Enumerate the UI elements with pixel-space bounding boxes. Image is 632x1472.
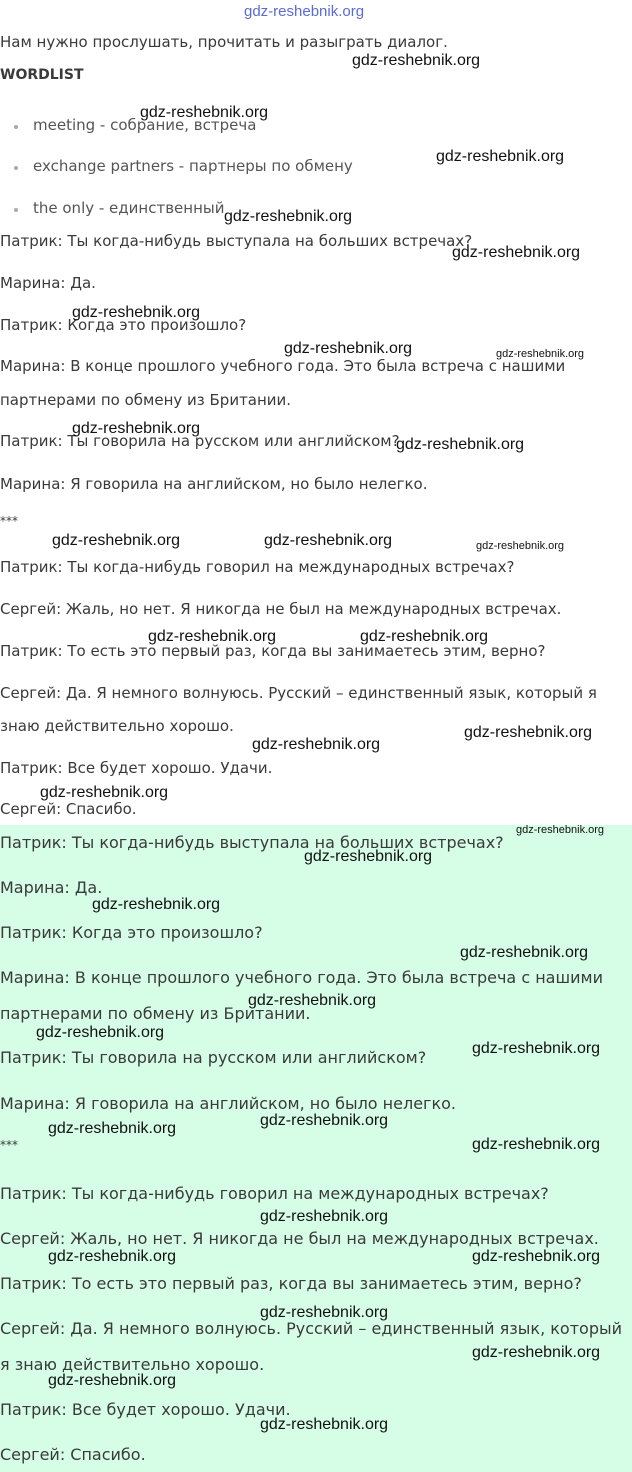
watermark: gdz-reshebnik.org	[48, 1372, 177, 1389]
watermark: gdz-reshebnik.org	[472, 1136, 601, 1153]
dialog-line: Патрик: Ты когда-нибудь говорил на международных встречах?	[0, 558, 515, 576]
watermark: gdz-reshebnik.org	[48, 1248, 177, 1265]
dialog-line: Патрик: Когда это произошло?	[0, 923, 263, 942]
dialog-line: Патрик: Ты когда-нибудь говорил на международных встречах?	[0, 1184, 549, 1203]
watermark: gdz-reshebnik.org	[304, 848, 433, 865]
bullet-icon	[14, 208, 18, 212]
watermark: gdz-reshebnik.org	[260, 1304, 389, 1321]
dialog-line: Марина: Да.	[0, 274, 96, 292]
watermark: gdz-reshebnik.org	[472, 1040, 601, 1057]
watermark: gdz-reshebnik.org	[472, 1248, 601, 1265]
watermark: gdz-reshebnik.org	[260, 1208, 389, 1225]
dialog-line: Сергей: Жаль, но нет. Я никогда не был на международных встречах.	[0, 1229, 599, 1248]
dialog-line: я знаю действительно хорошо.	[0, 1355, 265, 1374]
watermark: gdz-reshebnik.org	[260, 1112, 389, 1129]
dialog-line: Патрик: Ты говорила на русском или английском?	[0, 432, 400, 450]
separator: ***	[0, 514, 18, 528]
dialog-line: Сергей: Да. Я немного волнуюсь. Русский – единственный язык, который	[0, 1319, 623, 1338]
dialog-line: Сергей: Жаль, но нет. Я никогда не был на международных встречах.	[0, 600, 562, 618]
dialog-line: Патрик: То есть это первый раз, когда вы занимаетесь этим, верно?	[0, 642, 546, 660]
dialog-line: знаю действительно хорошо.	[0, 717, 234, 735]
dialog-line: партнерами по обмену из Британии.	[0, 391, 292, 409]
watermark: gdz-reshebnik.org	[52, 532, 181, 549]
wordlist-item: meeting - собрание, встреча	[33, 116, 257, 134]
watermark: gdz-reshebnik.org	[260, 1416, 389, 1433]
dialog-line: Сергей: Спасибо.	[0, 800, 137, 818]
watermark: gdz-reshebnik.org	[352, 52, 481, 69]
watermark: gdz-reshebnik.org	[72, 304, 201, 321]
wordlist-item: exchange partners - партнеры по обмену	[33, 157, 353, 175]
dialog-line: Патрик: Все будет хорошо. Удачи.	[0, 759, 273, 777]
watermark: gdz-reshebnik.org	[252, 736, 381, 753]
wordlist-title: WORDLIST	[0, 67, 84, 83]
watermark: gdz-reshebnik.org	[140, 104, 269, 121]
bullet-icon	[14, 166, 18, 170]
dialog-line: Сергей: Да. Я немного волнуюсь. Русский – единственный язык, который я	[0, 684, 597, 702]
watermark: gdz-reshebnik.org	[464, 724, 593, 741]
watermark: gdz-reshebnik.org	[224, 208, 353, 225]
dialog-line: Марина: Я говорила на английском, но было нелегко.	[0, 475, 428, 493]
dialog-line: Сергей: Спасибо.	[0, 1445, 146, 1464]
watermark: gdz-reshebnik.org	[436, 148, 565, 165]
watermark: gdz-reshebnik.org	[460, 944, 589, 961]
watermark: gdz-reshebnik.org	[360, 628, 489, 645]
watermark: gdz-reshebnik.org	[40, 784, 169, 801]
watermark: gdz-reshebnik.org	[452, 244, 581, 261]
watermark: gdz-reshebnik.org	[72, 420, 201, 437]
watermark: gdz-reshebnik.org	[496, 348, 585, 360]
dialog-line: Патрик: То есть это первый раз, когда вы занимаетесь этим, верно?	[0, 1274, 582, 1293]
dialog-line: Марина: В конце прошлого учебного года. Это была встреча с нашими	[0, 968, 603, 987]
separator: ***	[0, 1138, 18, 1152]
dialog-line: Патрик: Ты когда-нибудь выступала на больших встречах?	[0, 833, 504, 852]
dialog-line: партнерами по обмену из Британии.	[0, 1004, 311, 1023]
watermark: gdz-reshebnik.org	[476, 540, 565, 552]
watermark: gdz-reshebnik.org	[396, 436, 525, 453]
watermark: gdz-reshebnik.org	[36, 1024, 165, 1041]
watermark: gdz-reshebnik.org	[472, 1344, 601, 1361]
watermark: gdz-reshebnik.org	[264, 532, 393, 549]
dialog-line: Марина: В конце прошлого учебного года. Это была встреча с нашими	[0, 357, 566, 375]
dialog-line: Марина: Я говорила на английском, но было нелегко.	[0, 1094, 456, 1113]
watermark: gdz-reshebnik.org	[248, 992, 377, 1009]
watermark: gdz-reshebnik.org	[148, 628, 277, 645]
watermark: gdz-reshebnik.org	[516, 824, 605, 836]
wordlist-item: the only - единственный	[33, 199, 225, 217]
watermark: gdz-reshebnik.org	[284, 340, 413, 357]
bullet-icon	[14, 125, 18, 129]
dialog-line: Патрик: Ты говорила на русском или английском?	[0, 1048, 427, 1067]
dialog-line: Патрик: Ты когда-нибудь выступала на больших встречах?	[0, 232, 473, 250]
dialog-line: Марина: Да.	[0, 878, 103, 897]
watermark: gdz-reshebnik.org	[92, 896, 221, 913]
dialog-line: Патрик: Все будет хорошо. Удачи.	[0, 1400, 291, 1419]
intro-text: Нам нужно прослушать, прочитать и разыграть диалог.	[0, 33, 448, 51]
watermark-top: gdz-reshebnik.org	[244, 3, 365, 20]
dialog-line: Патрик: Когда это произошло?	[0, 316, 247, 334]
watermark: gdz-reshebnik.org	[48, 1120, 177, 1137]
